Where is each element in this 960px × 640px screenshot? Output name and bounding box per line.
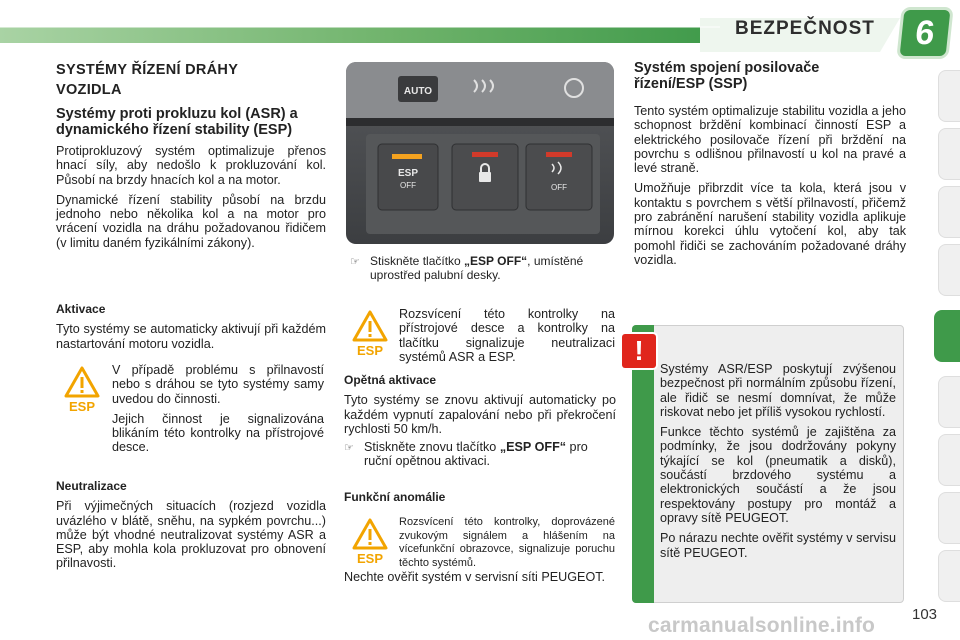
caution-paragraph: Funkce těchto systémů je zajištěna za podmínky, že jsou dodržovány pokyny týkající se kol (pneumatik a disků), součástí brzdového systému a elektronických součástí a že jsou respektovány postupy pro montáž a opravy sítě PEUGEOT. bbox=[660, 425, 896, 525]
warning-text: Jejich činnost je signalizována blikáním této kontrolky na přístrojové desce. bbox=[112, 411, 324, 455]
side-tab bbox=[938, 492, 960, 544]
esp-warning-icon bbox=[352, 310, 388, 358]
watermark: carmanualsonline.info bbox=[648, 614, 876, 637]
warning-text: V případě problému s přilnavostí nebo s dráhou se tyto systémy samy uvedou do činnosti. bbox=[112, 363, 324, 406]
svg-text:AUTO: AUTO bbox=[403, 86, 433, 97]
ssp-paragraph: Umožňuje přibrzdit více ta kola, která jsou v kontaktu s povrchem s větší přilnavostí, přičemž pro zabránění narušení stability vozidla aplikuje mírnou korekci úhlu vytočení kol, aby tak pomohl řidiči se zachováním požadované dráhy vozidla. bbox=[634, 181, 906, 267]
instruction-text: Stiskněte tlačítko „ESP OFF“, umístěné uprostřed palubní desky. bbox=[370, 254, 584, 283]
svg-text:OFF: OFF bbox=[400, 181, 416, 190]
malfunction-heading: Funkční anomálie bbox=[344, 490, 446, 504]
svg-text:ESP: ESP bbox=[356, 343, 384, 358]
side-tab bbox=[938, 376, 960, 428]
malfunction-note-text: Rozsvícení této kontrolky, doprovázené zvukovým signálem a hlášením na vícefunkční obrazovce, signalizuje poruchu těchto systémů. bbox=[399, 516, 615, 569]
intro-paragraph: Protiprokluzový systém optimalizuje přenos hnací síly, aby nedošlo k prokluzování kol. Působí na brzdy hnacích kol a na motor. bbox=[56, 144, 326, 187]
side-tab bbox=[938, 70, 960, 122]
warning-section bbox=[112, 363, 324, 455]
svg-text:ESP: ESP bbox=[397, 168, 419, 179]
sub-heading: Systémy proti prokluzu kol (ASR) a dynamického řízení stability (ESP) bbox=[56, 106, 298, 138]
side-tab bbox=[938, 550, 960, 602]
section-title: BEZPEČNOST bbox=[735, 18, 875, 39]
caution-paragraph: Po nárazu nechte ověřit systémy v servisu sítě PEUGEOT. bbox=[660, 531, 896, 560]
arrow-bullet-icon: ☞ bbox=[350, 256, 360, 268]
reactivation-section bbox=[344, 373, 616, 469]
caution-text bbox=[660, 362, 896, 560]
chapter-number-badge: 6 bbox=[900, 10, 951, 56]
malfunction-section bbox=[344, 490, 616, 504]
activation-section bbox=[56, 302, 326, 351]
svg-text:OFF: OFF bbox=[551, 183, 567, 192]
reactivation-text: Tyto systémy se znovu aktivují automaticky po každém vypnutí zapalování nebo při překročení rychlosti 50 km/h. bbox=[344, 393, 616, 436]
side-tab-active bbox=[934, 310, 960, 362]
side-tab bbox=[938, 128, 960, 180]
neutralization-heading: Neutralizace bbox=[56, 479, 127, 493]
led-note-text: Rozsvícení této kontrolky na přístrojové desce a kontrolky na tlačítku signalizuje neutralizaci systémů ASR a ESP. bbox=[399, 307, 615, 364]
side-tab bbox=[938, 244, 960, 296]
esp-warning-icon bbox=[352, 518, 388, 566]
neutralization-section bbox=[56, 479, 326, 571]
caution-paragraph: Systémy ASR/ESP poskytují zvýšenou bezpečnost při normálním způsobu řízení, ale řidič se nesmí domnívat, že může riskovat nebo jet příliš vysokou rychlostí. bbox=[660, 362, 896, 419]
neutralization-text: Při výjimečných situacích (rozjezd vozidla uvázlého v blátě, sněhu, na sypkém povrchu...) může být vhodné neutralizovat systémy ASR a ESP, aby mohla kola prokluzovat pro obnovení přilnavosti. bbox=[56, 499, 326, 571]
led-note bbox=[399, 307, 615, 364]
esp-warning-icon bbox=[64, 366, 100, 414]
ssp-paragraph: Tento systém optimalizuje stabilitu vozidla a jeho schopnost brždění kombinací činností ESP a elektrického posilovače řízení při brždění na povrchu s odlišnou přilnavostí u kol na pravé a levé straně. bbox=[634, 104, 906, 176]
esp-button-photo bbox=[346, 62, 614, 244]
activation-text: Tyto systémy se automaticky aktivují při každém nastartování motoru vozidla. bbox=[56, 322, 326, 351]
arrow-bullet-icon: ☞ bbox=[344, 442, 354, 455]
malfunction-advice-text: Nechte ověřit systém v servisní síti PEUGEOT. bbox=[344, 570, 606, 584]
esp-off-instruction bbox=[350, 254, 616, 283]
exclamation-icon: ! bbox=[622, 334, 656, 368]
svg-text:ESP: ESP bbox=[356, 551, 384, 566]
page-number: 103 bbox=[912, 606, 938, 623]
malfunction-advice bbox=[344, 570, 616, 584]
right-column bbox=[634, 60, 906, 267]
side-tab bbox=[938, 186, 960, 238]
instruction-text: Stiskněte znovu tlačítko „ESP OFF“ pro ruční opětnou aktivaci. bbox=[364, 440, 588, 469]
main-heading: SYSTÉMY ŘÍZENÍ DRÁHY VOZIDLA bbox=[56, 62, 238, 98]
side-tab bbox=[938, 434, 960, 486]
malfunction-note bbox=[399, 516, 615, 570]
intro-paragraph: Dynamické řízení stability působí na brzdu jednoho nebo několika kol a na motor pro vrácení vozidla na dráhu požadovanou řidičem (v limitu daném fyzikálními zákony). bbox=[56, 192, 326, 250]
activation-heading: Aktivace bbox=[56, 302, 106, 316]
left-column bbox=[56, 60, 326, 250]
reactivation-heading: Opětná aktivace bbox=[344, 373, 437, 387]
ssp-heading: Systém spojení posilovače řízení/ESP (SSP) bbox=[634, 60, 820, 92]
svg-text:ESP: ESP bbox=[68, 399, 96, 414]
